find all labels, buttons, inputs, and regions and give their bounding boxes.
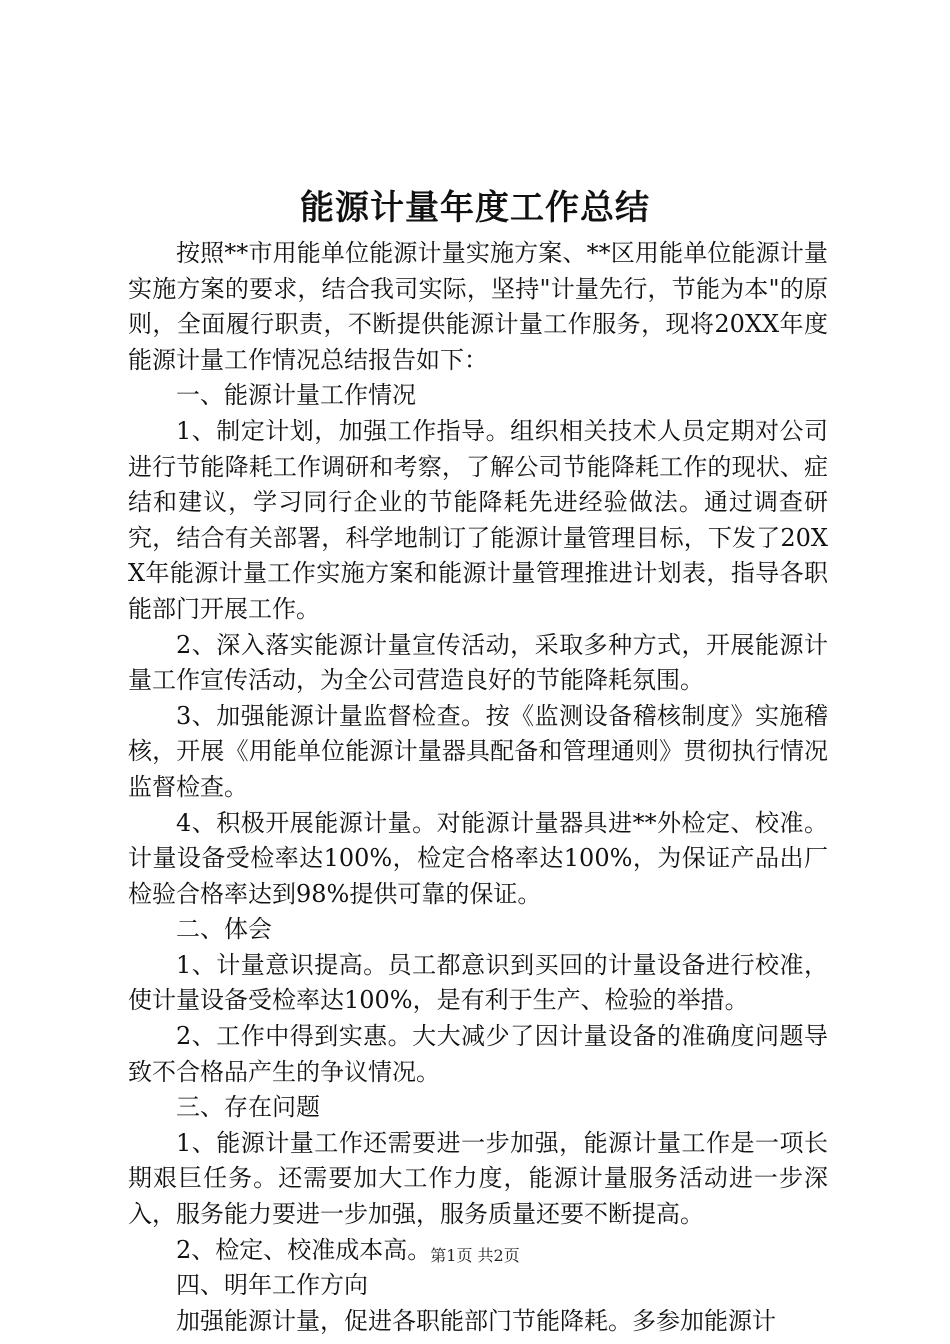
paragraph-1-4: 4、积极开展能源计量。对能源计量器具进**外检定、校准。计量设备受检率达100%，检定合格率达100%，为保证产品出厂检验合格率达到98%提供可靠的保证。 — [128, 808, 828, 908]
paragraph-3-2: 2、检定、校准成本高。 — [176, 1235, 432, 1264]
paragraph-1-3: 3、加强能源计量监督检查。按《监测设备稽核制度》实施稽核，开展《用能单位能源计量器具配备和管理通则》贯彻执行情况监督检查。 — [128, 701, 828, 801]
paragraph-4-1: 加强能源计量，促进各职能部门节能降耗。多参加能源计 — [176, 1306, 776, 1335]
document-title: 能源计量年度工作总结 — [300, 188, 650, 228]
section-heading-2: 二、体会 — [176, 915, 272, 944]
paragraph-2-1: 1、计量意识提高。员工都意识到买回的计量设备进行校准，使计量设备受检率达100%，是有利于生产、检验的举措。 — [128, 950, 828, 1015]
section-heading-4: 四、明年工作方向 — [176, 1271, 368, 1300]
section-heading-3: 三、存在问题 — [176, 1093, 320, 1122]
paragraph-3-1: 1、能源计量工作还需要进一步加强，能源计量工作是一项长期艰巨任务。还需要加大工作力度，能源计量服务活动进一步深入，服务能力要进一步加强，服务质量还要不断提高。 — [128, 1128, 828, 1229]
paragraph-1-1: 1、制定计划，加强工作指导。组织相关技术人员定期对公司进行节能降耗工作调研和考察，了解公司节能降耗工作的现状、症结和建议，学习同行企业的节能降耗先进经验做法。通过调查研究，结合有关部署，科学地制订了能源计量管理目标，下发了20XX年能源计量工作实施方案和能源计量管理推进计划表，指导各职能部门开展工作。 — [128, 416, 828, 623]
paragraph-intro: 按照**市用能单位能源计量实施方案、**区用能单位能源计量实施方案的要求，结合我司实际，坚持"计量先行，节能为本"的原则，全面履行职责，不断提供能源计量工作服务，现将20XX年度能源计量工作情况总结报告如下： — [128, 239, 828, 374]
document-body — [128, 236, 828, 1339]
section-heading-1: 一、能源计量工作情况 — [176, 381, 416, 410]
paragraph-2-2: 2、工作中得到实惠。大大减少了因计量设备的准确度问题导致不合格品产生的争议情况。 — [128, 1022, 828, 1086]
page-number-footer: 第1页 共2页 — [430, 1246, 520, 1265]
paragraph-1-2: 2、深入落实能源计量宣传活动，采取多种方式，开展能源计量工作宣传活动，为全公司营造良好的节能降耗氛围。 — [128, 630, 828, 695]
